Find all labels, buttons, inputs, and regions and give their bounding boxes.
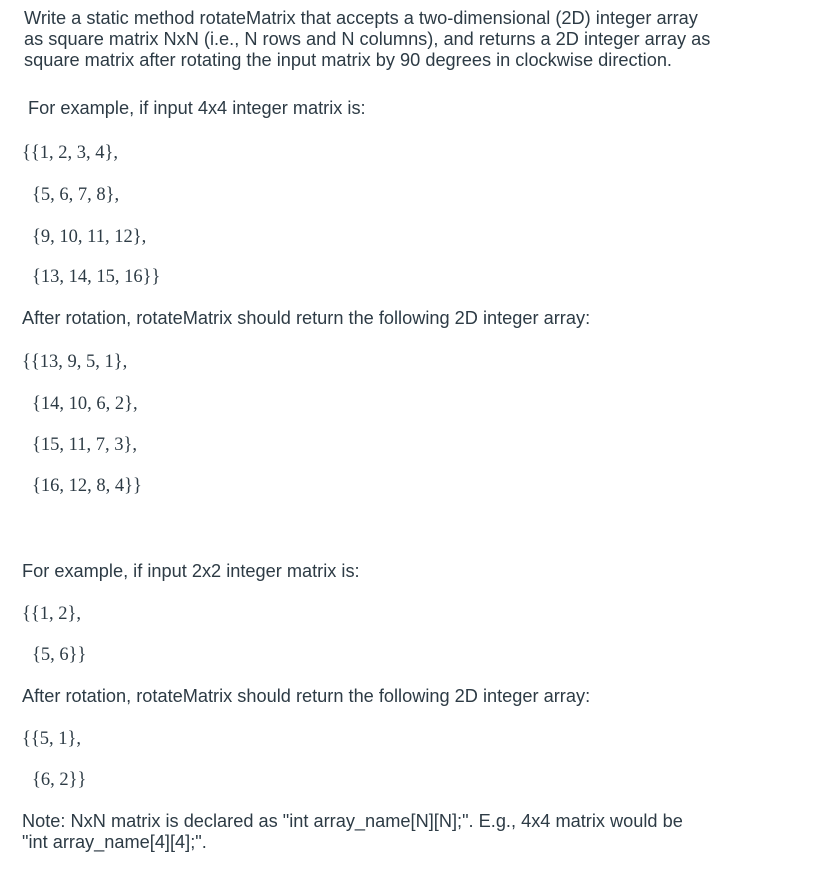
example2-output-row: {{5, 1}, [22, 729, 82, 749]
example2-heading: For example, if input 2x2 integer matrix is: [22, 561, 360, 581]
example1-input-row: {5, 6, 7, 8}, [32, 185, 120, 205]
intro-line: as square matrix NxN (i.e., N rows and N columns), and returns a 2D integer array as [24, 29, 711, 49]
note-paragraph [22, 811, 683, 853]
intro-line: Write a static method rotateMatrix that accepts a two-dimensional (2D) integer array [24, 8, 698, 28]
example2-output-row: {6, 2}} [32, 770, 87, 790]
example1-output-row: {15, 11, 7, 3}, [32, 435, 137, 455]
example1-heading: For example, if input 4x4 integer matrix is: [28, 98, 366, 118]
intro-line: square matrix after rotating the input matrix by 90 degrees in clockwise direction. [24, 50, 672, 70]
example1-input-row: {9, 10, 11, 12}, [32, 227, 147, 247]
example1-output-row: {16, 12, 8, 4}} [32, 476, 142, 496]
example1-after-text: After rotation, rotateMatrix should return the following 2D integer array: [22, 308, 591, 328]
example1-output-row: {14, 10, 6, 2}, [32, 394, 138, 414]
note-line: "int array_name[4][4];". [22, 832, 207, 852]
example2-input-row: {5, 6}} [32, 645, 87, 665]
note-line: Note: NxN matrix is declared as "int array_name[N][N];". E.g., 4x4 matrix would be [22, 811, 683, 831]
intro-paragraph [24, 8, 710, 71]
example1-input-row: {13, 14, 15, 16}} [32, 267, 161, 287]
example2-input-row: {{1, 2}, [22, 604, 82, 624]
example2-after-text: After rotation, rotateMatrix should return the following 2D integer array: [22, 686, 591, 706]
example1-input-row: {{1, 2, 3, 4}, [22, 143, 119, 163]
example1-output-row: {{13, 9, 5, 1}, [22, 352, 128, 372]
